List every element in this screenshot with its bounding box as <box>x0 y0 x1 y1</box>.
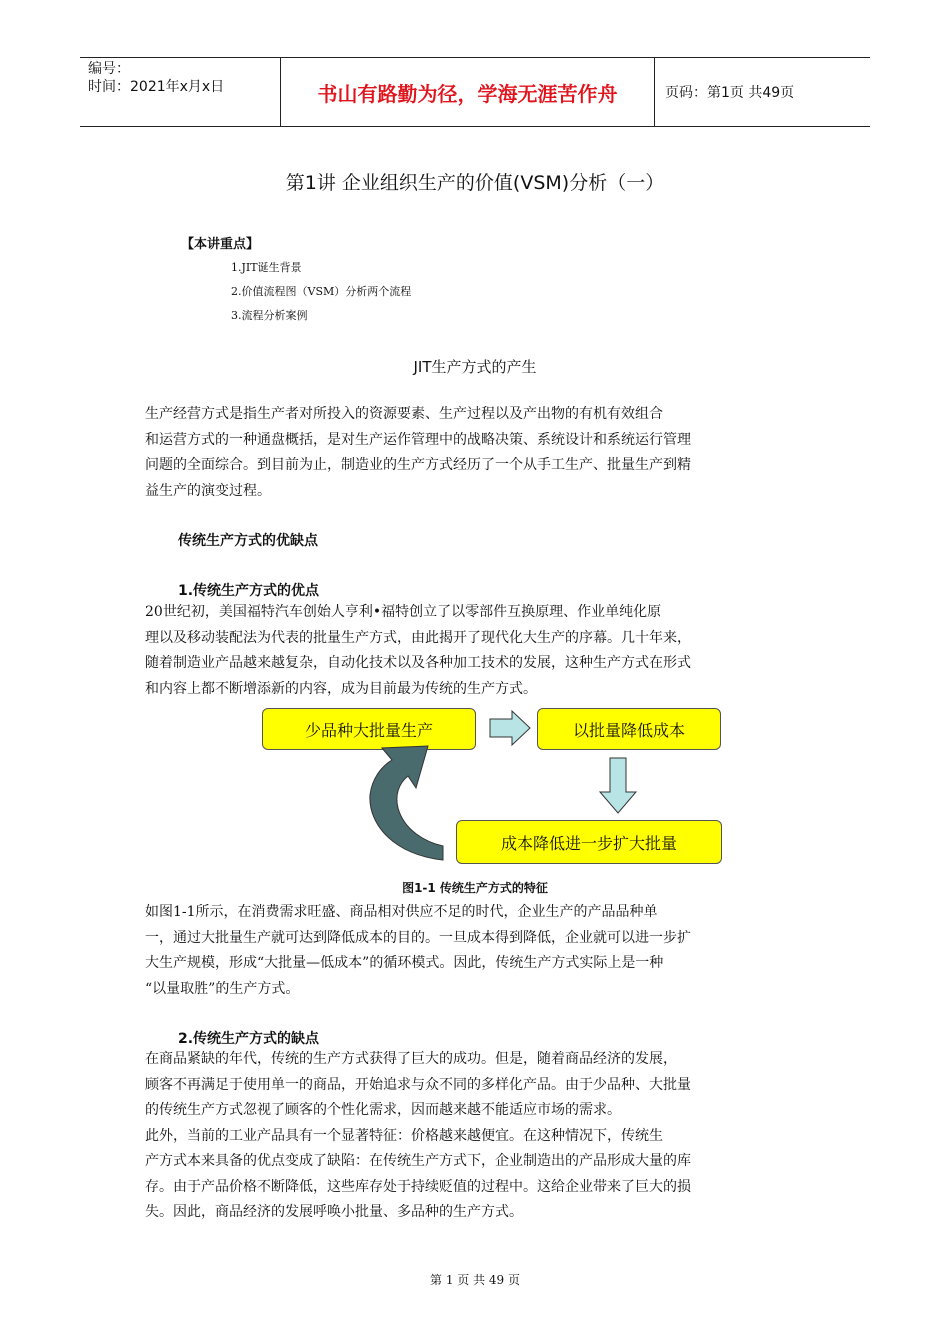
text-line: 在商品紧缺的年代，传统的生产方式获得了巨大的成功。但是，随着商品经济的发展， <box>145 1051 677 1067</box>
text-line: 产方式本来具备的优点变成了缺陷：在传统生产方式下，企业制造出的产品形成大量的库 <box>145 1153 691 1169</box>
right-arrow-icon <box>490 711 530 745</box>
text-line: 益生产的演变过程。 <box>145 482 271 499</box>
text-line: 一，通过大批量生产就可达到降低成本的目的。一旦成本得到降低，企业就可以进一步扩 <box>145 929 691 946</box>
text-line: 顾客不再满足于使用单一的商品，开始追求与众不同的多样化产品。由于少品种、大批量 <box>145 1076 691 1093</box>
diagram-box-expand-batch: 成本降低进一步扩大批量 <box>456 820 722 864</box>
section-title: JIT生产方式的产生 <box>413 358 537 376</box>
key-point-item: 3.流程分析案例 <box>231 309 308 322</box>
curved-return-arrow-icon <box>370 746 443 860</box>
advantages-paragraph <box>145 600 805 702</box>
figure-explanation-paragraph <box>145 900 805 1002</box>
diagram-box-large-batch: 少品种大批量生产 <box>262 708 476 750</box>
header-page-info: 页码：第1页 共49页 <box>665 85 795 101</box>
text-line: 存。由于产品价格不断降低，这些库存处于持续贬值的过程中。这给企业带来了巨大的损 <box>145 1178 691 1195</box>
text-line: 的传统生产方式忽视了顾客的个性化需求，因而越来越不能适应市场的需求。 <box>145 1102 621 1118</box>
header-meta <box>80 58 281 126</box>
page-footer: 第 1 页 共 49 页 <box>430 1273 520 1287</box>
text-line: 20世纪初，美国福特汽车创始人亨利•福特创立了以零部件互换原理、作业单纯化原 <box>145 604 662 620</box>
text-line: 此外，当前的工业产品具有一个显著特征：价格越来越便宜。在这种情况下，传统生 <box>145 1127 663 1144</box>
text-line: 随着制造业产品越来越复杂，自动化技术以及各种加工技术的发展，这种生产方式在形式 <box>145 655 691 671</box>
diagram-box-lower-cost: 以批量降低成本 <box>537 708 721 750</box>
text-line: 大生产规模，形成“大批量—低成本”的循环模式。因此，传统生产方式实际上是一种 <box>145 955 664 971</box>
header-motto: 书山有路勤为径，学海无涯苦作舟 <box>281 58 655 126</box>
text-line: “以量取胜”的生产方式。 <box>145 980 300 997</box>
disadvantages-paragraph <box>145 1047 805 1226</box>
time-label: 时间：2021年x月x日 <box>88 79 225 95</box>
lecture-title: 第1讲 企业组织生产的价值(VSM)分析（一） <box>285 172 665 194</box>
figure-caption: 图1-1 传统生产方式的特征 <box>402 881 548 895</box>
key-point-item: 2.价值流程图（VSM）分析两个流程 <box>231 285 412 298</box>
text-line: 问题的全面综合。到目前为止，制造业的生产方式经历了一个从手工生产、批量生产到精 <box>145 457 691 473</box>
traditional-heading: 传统生产方式的优缺点 <box>178 533 318 549</box>
advantages-heading: 1.传统生产方式的优点 <box>178 583 320 599</box>
text-line: 失。因此，商品经济的发展呼唤小批量、多品种的生产方式。 <box>145 1204 523 1220</box>
key-points-heading: 【本讲重点】 <box>181 237 260 252</box>
text-line: 如图1-1所示，在消费需求旺盛、商品相对供应不足的时代，企业生产的产品品种单 <box>145 904 658 920</box>
text-line: 和内容上都不断增添新的内容，成为目前最为传统的生产方式。 <box>145 680 537 697</box>
diagram-arrows <box>340 700 740 865</box>
disadvantages-heading: 2.传统生产方式的缺点 <box>178 1031 320 1047</box>
down-arrow-icon <box>600 758 636 813</box>
number-label: 编号： <box>88 61 130 77</box>
text-line: 和运营方式的一种通盘概括，是对生产运作管理中的战略决策、系统设计和系统运行管理 <box>145 431 691 448</box>
document-header <box>80 57 870 127</box>
key-point-item: 1.JIT诞生背景 <box>231 261 302 274</box>
text-line: 生产经营方式是指生产者对所投入的资源要素、生产过程以及产出物的有机有效组合 <box>145 406 663 422</box>
text-line: 理以及移动装配法为代表的批量生产方式，由此揭开了现代化大生产的序幕。几十年来， <box>145 629 691 646</box>
intro-paragraph <box>145 402 805 504</box>
